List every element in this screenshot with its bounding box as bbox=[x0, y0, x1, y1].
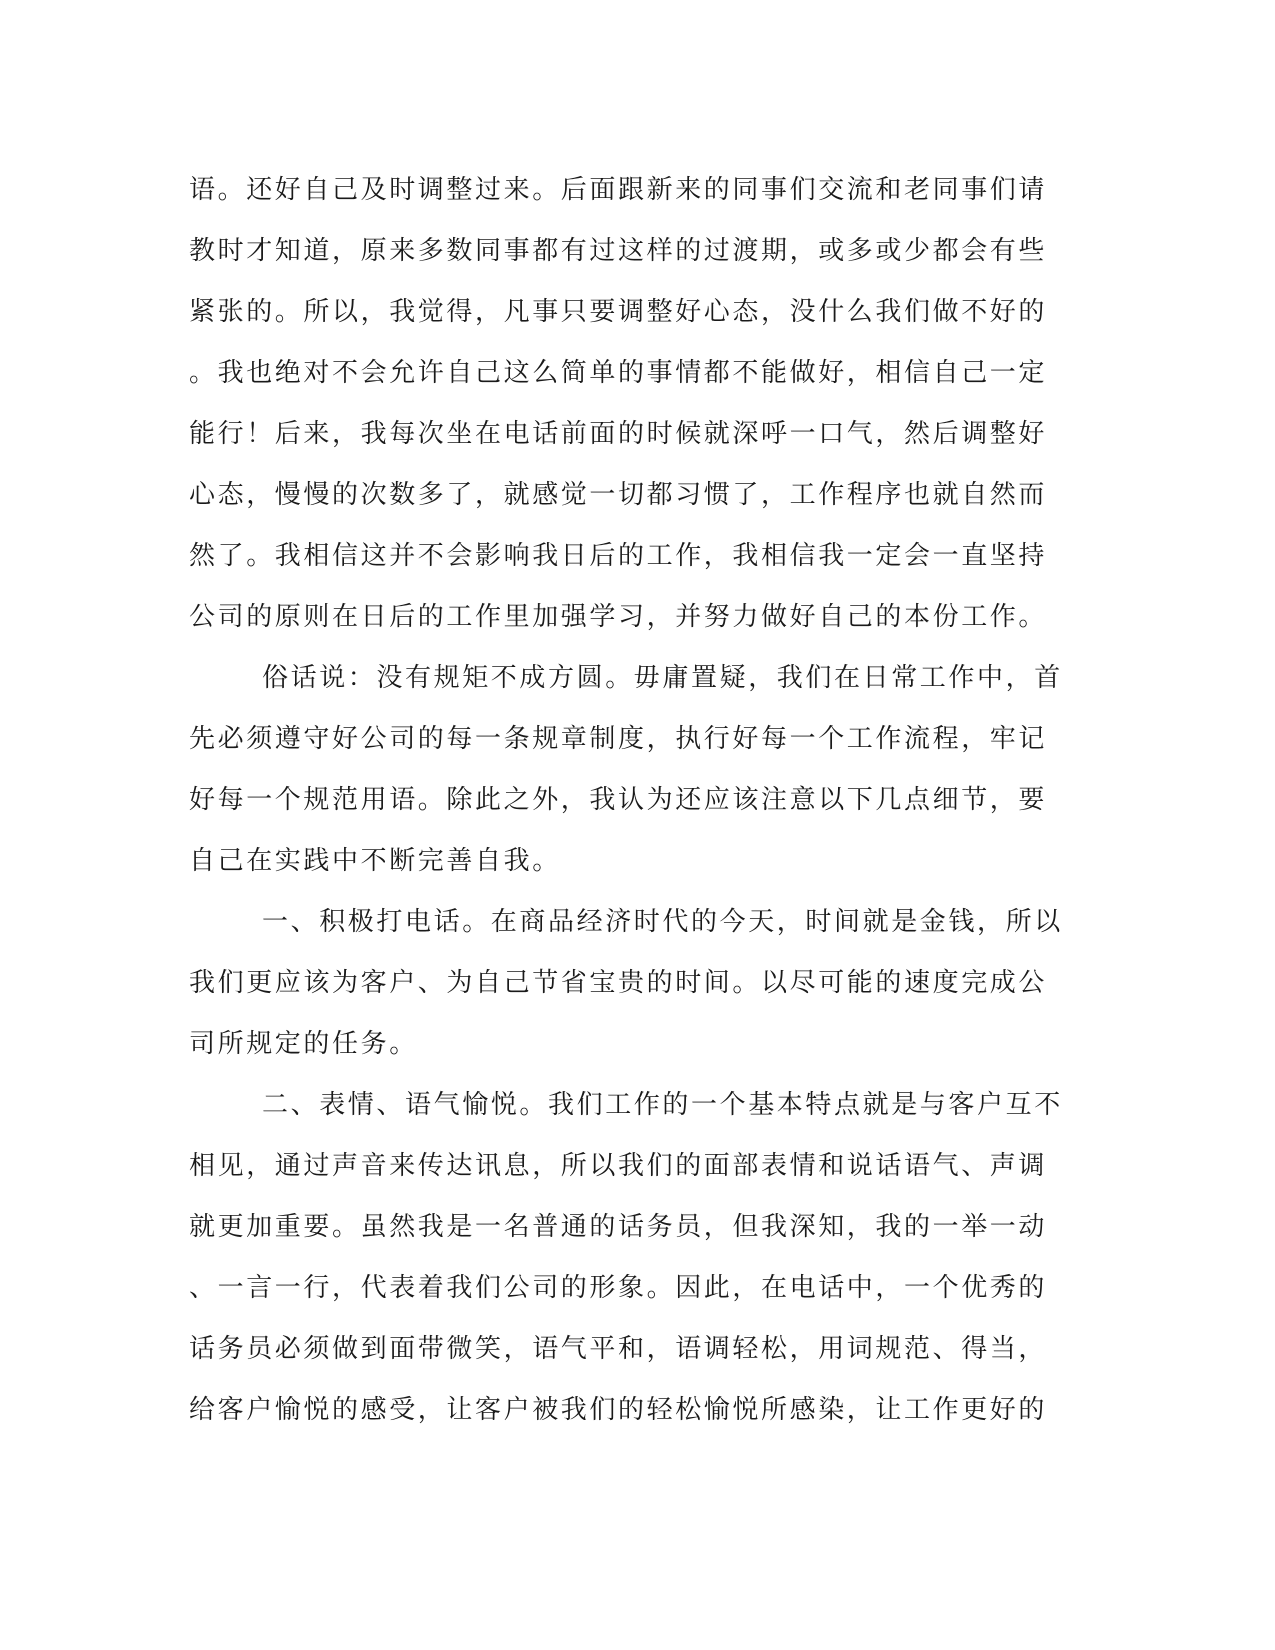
text-line: 先必须遵守好公司的每一条规章制度，执行好每一个工作流程，牢记 bbox=[189, 724, 1048, 754]
paragraph-start-line: 一、积极打电话。在商品经济时代的今天，时间就是金钱，所以 bbox=[262, 907, 1063, 937]
text-line: 公司的原则在日后的工作里加强学习，并努力做好自己的本份工作。 bbox=[189, 602, 1048, 632]
text-line: 给客户愉悦的感受，让客户被我们的轻松愉悦所感染，让工作更好的 bbox=[189, 1395, 1048, 1425]
text-line: 紧张的。所以，我觉得，凡事只要调整好心态，没什么我们做不好的 bbox=[189, 297, 1048, 327]
text-line: 相见，通过声音来传达讯息，所以我们的面部表情和说话语气、声调 bbox=[189, 1151, 1048, 1181]
text-line: 然了。我相信这并不会影响我日后的工作，我相信我一定会一直坚持 bbox=[189, 541, 1048, 571]
text-line: 话务员必须做到面带微笑，语气平和，语调轻松，用词规范、得当， bbox=[189, 1334, 1048, 1364]
text-line: 就更加重要。虽然我是一名普通的话务员，但我深知，我的一举一动 bbox=[189, 1212, 1048, 1242]
text-line: 、一言一行，代表着我们公司的形象。因此，在电话中，一个优秀的 bbox=[189, 1273, 1048, 1303]
text-line: 我们更应该为客户、为自己节省宝贵的时间。以尽可能的速度完成公 bbox=[189, 968, 1048, 998]
paragraph-start-line: 俗话说：没有规矩不成方圆。毋庸置疑，我们在日常工作中，首 bbox=[262, 663, 1063, 693]
text-line: 司所规定的任务。 bbox=[189, 1029, 418, 1059]
body-text bbox=[189, 160, 1089, 1441]
text-line: 好每一个规范用语。除此之外，我认为还应该注意以下几点细节，要 bbox=[189, 785, 1048, 815]
text-line: 心态，慢慢的次数多了，就感觉一切都习惯了，工作程序也就自然而 bbox=[189, 480, 1048, 510]
text-line: 教时才知道，原来多数同事都有过这样的过渡期，或多或少都会有些 bbox=[189, 236, 1048, 266]
text-line: 。我也绝对不会允许自己这么简单的事情都不能做好，相信自己一定 bbox=[189, 358, 1048, 388]
text-line: 自己在实践中不断完善自我。 bbox=[189, 846, 561, 876]
text-line: 语。还好自己及时调整过来。后面跟新来的同事们交流和老同事们请 bbox=[189, 175, 1048, 205]
paragraph-start-line: 二、表情、语气愉悦。我们工作的一个基本特点就是与客户互不 bbox=[262, 1090, 1063, 1120]
text-line: 能行！后来，我每次坐在电话前面的时候就深呼一口气，然后调整好 bbox=[189, 419, 1048, 449]
